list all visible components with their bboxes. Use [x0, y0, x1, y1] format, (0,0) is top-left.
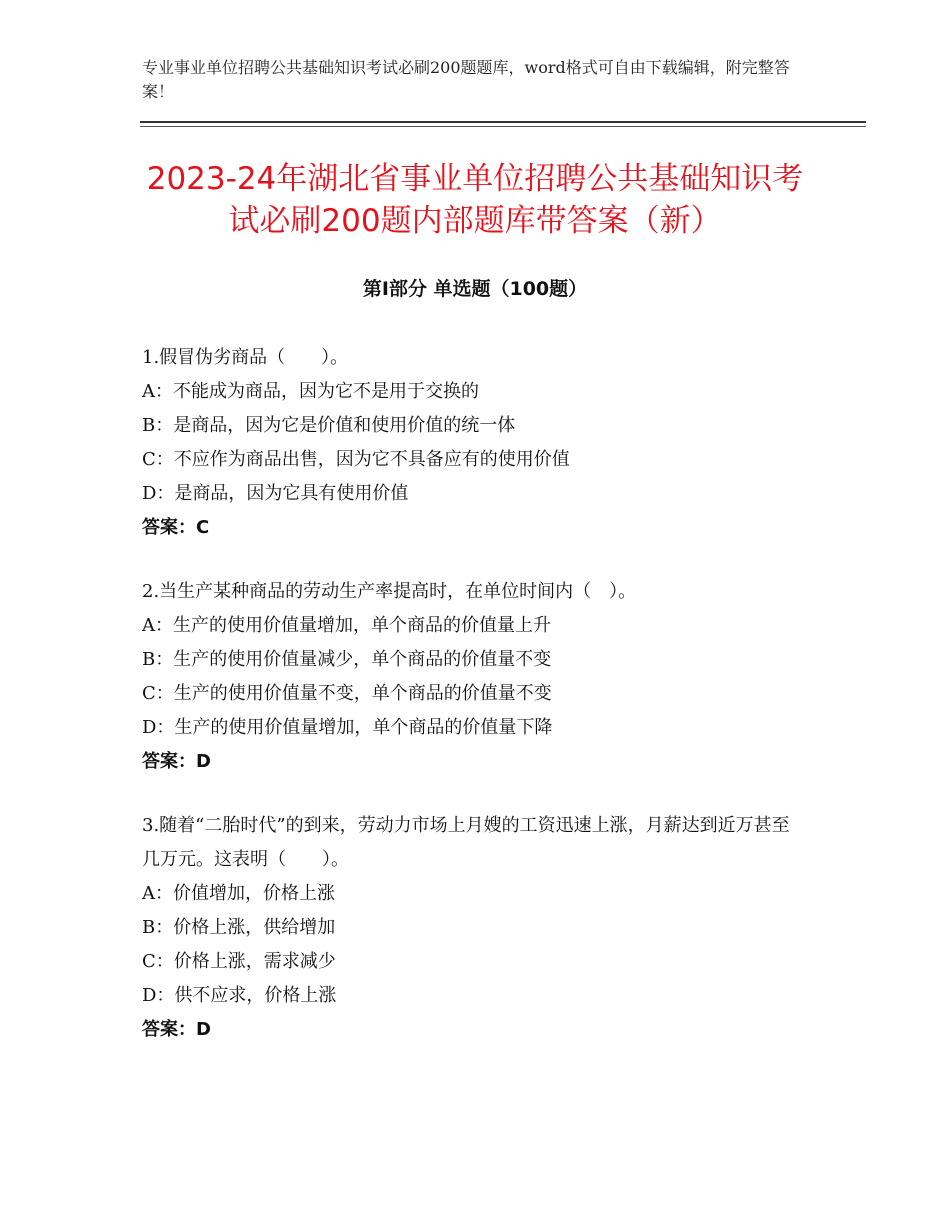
option-a: A：生产的使用价值量增加，单个商品的价值量上升	[142, 615, 551, 636]
question-stem: 2.当生产某种商品的劳动生产率提高时，在单位时间内（ ）。	[142, 581, 637, 602]
option-b: B：价格上涨，供给增加	[142, 917, 336, 938]
option-a: A：价值增加，价格上涨	[142, 883, 335, 904]
answer-line: 答案：D	[142, 751, 211, 772]
option-a: A：不能成为商品，因为它不是用于交换的	[142, 381, 479, 402]
option-b: B：是商品，因为它是价值和使用价值的统一体	[142, 415, 516, 436]
question-list	[142, 341, 802, 1077]
option-c: C：不应作为商品出售，因为它不具备应有的使用价值	[142, 449, 570, 470]
answer-line: 答案：D	[142, 1019, 211, 1040]
option-b: B：生产的使用价值量减少，单个商品的价值量不变	[142, 649, 552, 670]
question-1	[142, 341, 802, 545]
option-d: D：供不应求，价格上涨	[142, 985, 337, 1006]
option-d: D：生产的使用价值量增加，单个商品的价值量下降	[142, 717, 553, 738]
header-rule-thin	[140, 126, 866, 127]
section-heading: 第Ⅰ部分 单选题（100题）	[362, 278, 588, 300]
option-d: D：是商品，因为它具有使用价值	[142, 483, 409, 504]
question-stem: 1.假冒伪劣商品（ ）。	[142, 347, 349, 368]
document-title: 2023-24年湖北省事业单位招聘公共基础知识考试必刷200题内部题库带答案（新）	[146, 161, 804, 239]
question-3	[142, 809, 802, 1047]
answer-line: 答案：C	[142, 517, 210, 538]
option-c: C：价格上涨，需求减少	[142, 951, 336, 972]
header-rule-thick	[140, 121, 866, 123]
header-note: 专业事业单位招聘公共基础知识考试必刷200题题库，word格式可自由下载编辑，附完整答案！	[142, 58, 790, 101]
question-stem: 3.随着“二胎时代”的到来，劳动力市场上月嫂的工资迅速上涨，月薪达到近万甚至几万元。这表明（ ）。	[142, 815, 790, 870]
question-2	[142, 575, 802, 779]
option-c: C：生产的使用价值量不变，单个商品的价值量不变	[142, 683, 552, 704]
